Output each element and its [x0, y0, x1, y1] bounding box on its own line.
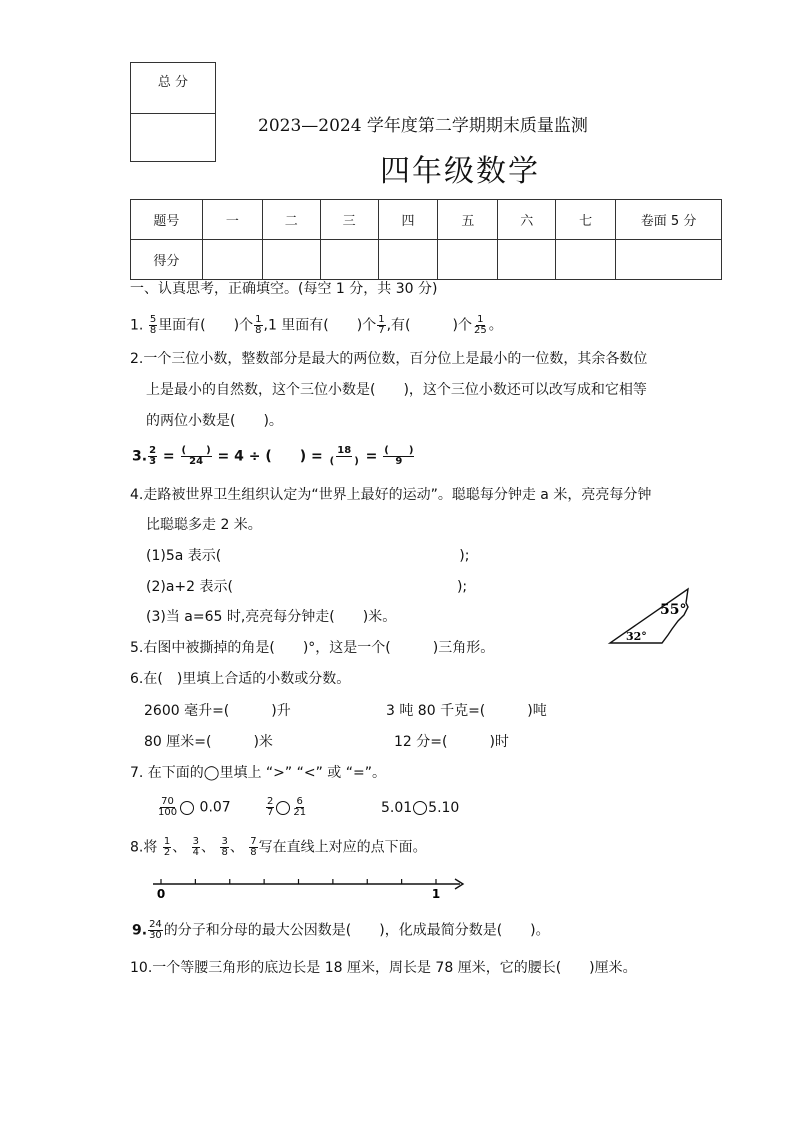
frac-denominator: 21: [293, 807, 307, 818]
q3-middle: = 4 ÷ ( ) =: [217, 448, 323, 465]
compare-circle[interactable]: [276, 801, 290, 815]
score-row-label: 得分: [131, 240, 203, 280]
score-header-cell: 一: [202, 200, 262, 240]
question-2-line: 2.一个三位小数，整数部分是最大的两位数，百分位上是最小的一位数，其余各数位: [130, 351, 648, 367]
section-heading: 一、认真思考，正确填空。(每空 1 分，共 30 分): [130, 281, 438, 297]
q8-separator: 、: [229, 839, 244, 856]
q6-item-d: 12 分=( )时: [394, 734, 509, 750]
total-score-box: [130, 62, 216, 162]
frac-numerator: 3: [192, 836, 200, 847]
frac-denominator: 7: [267, 807, 274, 818]
score-table: [130, 199, 722, 280]
score-cell[interactable]: [320, 240, 378, 280]
score-header-cell: 六: [498, 200, 556, 240]
question-4-line: (3)当 a=65 时,亮亮每分钟走( )米。: [146, 609, 397, 625]
score-cell[interactable]: [438, 240, 498, 280]
frac-numerator: 5: [149, 314, 157, 325]
score-cell[interactable]: [262, 240, 320, 280]
q1-fraction: [377, 315, 385, 336]
q7-fraction: [157, 797, 178, 818]
total-score-label: 总 分: [131, 63, 215, 114]
frac-numerator: 6: [296, 796, 303, 807]
frac-numerator: 1: [163, 836, 171, 847]
compare-circle[interactable]: [413, 801, 427, 815]
q3-fraction: [329, 446, 360, 467]
q1-fraction: [473, 315, 488, 336]
question-8: [130, 837, 427, 858]
q6-item-c: 80 厘米=( )米: [144, 734, 273, 750]
question-3: [132, 446, 415, 467]
q1-fraction: [149, 315, 157, 336]
q8-fraction: [163, 837, 171, 858]
frac-numerator: 70: [161, 796, 174, 807]
score-cell[interactable]: [202, 240, 262, 280]
frac-numerator: 2: [149, 445, 157, 456]
q7-fraction: [292, 797, 307, 818]
frac-denominator: 100: [158, 807, 178, 818]
frac-numerator: 24: [149, 919, 162, 930]
frac-denominator: 30: [149, 930, 162, 941]
frac-numerator: 1: [477, 314, 484, 325]
frac-denominator: 8: [149, 325, 157, 336]
frac-denominator: 3: [149, 456, 157, 467]
q7-item-b: [265, 797, 308, 818]
q7-item-c: [381, 799, 459, 817]
q1-text: ,1 里面有( )个: [263, 317, 377, 334]
question-9: [132, 920, 550, 941]
frac-denominator: 24: [189, 456, 204, 467]
frac-denominator: ( ): [329, 456, 359, 467]
score-table-header-row: [131, 200, 722, 240]
frac-denominator: 7: [378, 325, 385, 336]
question-7: 7. 在下面的◯里填上 “>” “<” 或 “=”。: [130, 765, 386, 781]
q7-value: 5.10: [428, 800, 460, 816]
angle-32-label: 32°: [626, 630, 647, 643]
frac-numerator: 3: [221, 836, 228, 847]
number-line: [150, 872, 470, 902]
q8-fraction: [192, 837, 200, 858]
q8-suffix: 写在直线上对应的点下面。: [258, 839, 427, 856]
frac-denominator: 8: [250, 847, 257, 858]
score-cell[interactable]: [556, 240, 616, 280]
q1-text: 里面有( )个: [158, 317, 254, 334]
question-2-line: 上是最小的自然数，这个三位小数是( )，这个三位小数还可以改写成和它相等: [146, 382, 647, 398]
q3-equals: =: [162, 448, 175, 465]
frac-denominator: 4: [192, 847, 200, 858]
angle-55-label: 55°: [660, 602, 687, 618]
torn-triangle-figure: [606, 585, 696, 647]
frac-numerator: ( ): [384, 445, 414, 456]
question-4-line: (1)5a 表示( );: [146, 548, 470, 564]
frac-denominator: 8: [255, 325, 262, 336]
score-header-cell: 卷面 5 分: [616, 200, 722, 240]
q9-number: 9.: [132, 922, 148, 939]
question-10: 10.一个等腰三角形的底边长是 18 厘米，周长是 78 厘米，它的腰长( )厘米。: [130, 960, 637, 976]
question-4-line: 比聪聪多走 2 米。: [146, 517, 262, 533]
score-header-cell: 三: [320, 200, 378, 240]
q6-item-b: 3 吨 80 千克=( )吨: [386, 703, 547, 719]
compare-circle[interactable]: [180, 801, 194, 815]
number-line-one: 1: [431, 887, 441, 901]
question-2-line: 的两位小数是( )。: [146, 413, 283, 429]
q8-separator: 、: [172, 839, 187, 856]
q8-separator: 、: [201, 839, 216, 856]
question-6: 6.在( )里填上合适的小数或分数。: [130, 671, 351, 687]
q7-item-a: [156, 797, 231, 818]
number-line-ticks: [161, 879, 436, 884]
q3-equals: =: [365, 448, 378, 465]
q8-fraction: [249, 837, 257, 858]
q7-value: 5.01: [381, 800, 413, 816]
score-table-score-row: [131, 240, 722, 280]
frac-numerator: 1: [378, 314, 385, 325]
score-header-cell: 题号: [131, 200, 203, 240]
q8-prefix: 8.将: [130, 839, 158, 856]
frac-denominator: 8: [221, 847, 228, 858]
score-cell[interactable]: [616, 240, 722, 280]
score-header-cell: 七: [556, 200, 616, 240]
q3-fraction: [148, 446, 157, 467]
frac-numerator: 1: [255, 314, 262, 325]
q3-fraction: [383, 446, 414, 467]
q8-fraction: [220, 837, 228, 858]
q3-fraction: [181, 446, 212, 467]
frac-numerator: ( ): [181, 445, 211, 456]
frac-numerator: 7: [250, 836, 257, 847]
frac-numerator: 18: [337, 445, 352, 456]
exam-subtitle: 2023—2024 学年度第二学期期末质量监测: [258, 116, 588, 136]
score-cell[interactable]: [498, 240, 556, 280]
score-header-cell: 五: [438, 200, 498, 240]
question-1: [130, 315, 503, 336]
q9-text: 的分子和分母的最大公因数是( )，化成最简分数是( )。: [163, 922, 550, 939]
q1-text: 。: [488, 317, 503, 334]
score-header-cell: 二: [262, 200, 320, 240]
frac-denominator: 9: [395, 456, 403, 467]
q1-text: ,有( )个: [386, 317, 472, 334]
exam-title: 四年级数学: [380, 154, 540, 189]
score-header-cell: 四: [378, 200, 438, 240]
q7-fraction: [266, 797, 274, 818]
q3-number: 3.: [132, 448, 148, 465]
score-cell[interactable]: [378, 240, 438, 280]
frac-denominator: 2: [163, 847, 171, 858]
frac-numerator: 2: [267, 796, 274, 807]
question-4-line: (2)a+2 表示( );: [146, 579, 468, 595]
q7-value: 0.07: [199, 799, 231, 816]
q1-number: 1.: [130, 317, 144, 334]
q9-fraction: [148, 920, 163, 941]
number-line-zero: 0: [156, 887, 166, 901]
q6-item-a: 2600 毫升=( )升: [144, 703, 291, 719]
question-5: 5.右图中被撕掉的角是( )°，这是一个( )三角形。: [130, 640, 495, 656]
question-4-line: 4.走路被世界卫生组织认定为“世界上最好的运动”。聪聪每分钟走 a 米，亮亮每分钟: [130, 487, 652, 503]
q1-fraction: [254, 315, 262, 336]
frac-denominator: 25: [473, 325, 487, 336]
